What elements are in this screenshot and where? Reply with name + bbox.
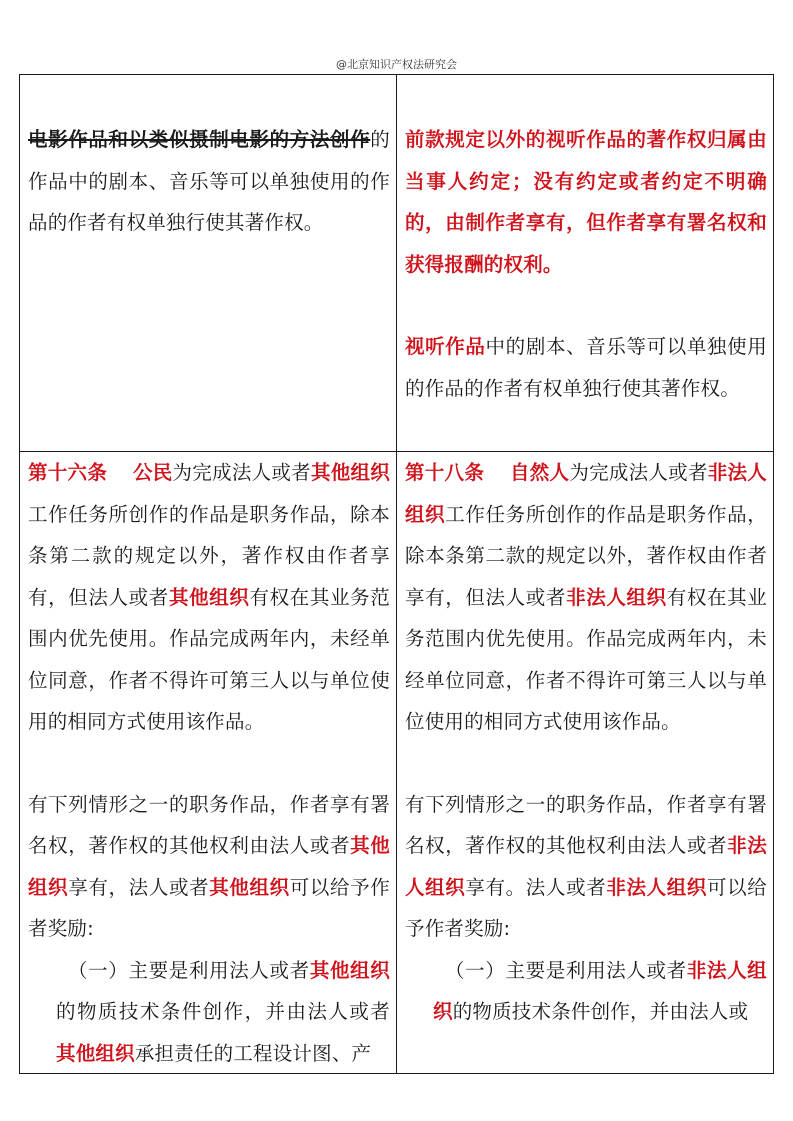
paragraph-text: 的作品中的剧本、音乐等可以单独使用的作品的作者有权单独行使其著作权。 — [28, 128, 390, 234]
old-law-cell — [20, 75, 397, 451]
article-16-paragraph-2 — [28, 784, 390, 950]
paragraph-text: 享有，法人或者 — [68, 875, 210, 899]
paragraph-text: 可以给予作者奖励: — [28, 875, 390, 940]
paragraph-text: （一）主要是利用法人或者 — [68, 958, 310, 982]
amended-text: 视听作品 — [405, 335, 486, 358]
article-number: 第十六条 — [28, 461, 108, 484]
new-law-paragraph — [405, 119, 767, 285]
amended-text: 非法人组织 — [405, 834, 767, 899]
list-item-1 — [405, 950, 767, 1033]
amended-text: 织 — [433, 1000, 453, 1023]
paragraph-text: 承担责任的工程设计图、产 — [134, 1041, 372, 1065]
paragraph-text: 为完成法人或者 — [569, 461, 708, 484]
amended-text: 公民 — [132, 461, 173, 484]
table-row — [20, 452, 773, 1073]
paragraph-text: 为完成法人或者 — [172, 461, 311, 484]
amended-text: 非法人组织 — [566, 585, 667, 609]
paragraph-text: 中的剧本、音乐等可以单独使用的作品的作者有权单独行使其著作权。 — [405, 335, 767, 400]
paragraph-text: 有权在其业务范围内优先使用。作品完成两年内，未经单位同意，作者不得许可第三人以与单位使用的相同方式使用该作品。 — [405, 585, 767, 733]
article-number: 第十八条 — [405, 461, 485, 484]
paragraph-text: 的物质技术条件创作，并由法人或者 — [56, 1000, 390, 1023]
old-law-cell — [20, 452, 397, 1073]
article-16-paragraph — [28, 452, 390, 743]
amended-text: 其他组织 — [310, 461, 390, 484]
paragraph-text: （一）主要是利用法人或者 — [445, 958, 687, 982]
amended-text: 其他组织 — [28, 834, 390, 899]
watermark-source: @北京知识产权法研究会 — [336, 58, 457, 71]
amended-text: 前款规定以外的视听作品的著作权归属由当事人约定；没有约定或者约定不明确的，由制作者享有，但作者享有署名权和获得报酬的权利。 — [405, 128, 767, 276]
paragraph-text: 可以给予作者奖励: — [405, 875, 767, 940]
amended-text: 其他组织 — [209, 875, 290, 899]
paragraph-text: 工作任务所创作的作品是职务作品，除本条第二款的规定以外，著作权由作者享有，但法人或者 — [28, 502, 390, 609]
amended-text: 非法人组织 — [405, 461, 767, 526]
article-18-paragraph — [405, 452, 767, 743]
amended-text: 其他组织 — [56, 1041, 135, 1065]
paragraph-text: 有下列情形之一的职务作品，作者享有署名权，著作权的其他权利由法人或者 — [405, 792, 767, 857]
amended-text: 其他组织 — [168, 585, 250, 609]
paragraph-text: 有权在其业务范围内优先使用。作品完成两年内，未经单位同意，作者不得许可第三人以与单位使用的相同方式使用该作品。 — [28, 585, 390, 733]
paragraph-text: 享有。法人或者 — [465, 875, 607, 899]
comparison-table — [19, 74, 774, 1074]
article-18-paragraph-2 — [405, 784, 767, 950]
paragraph-text: 的物质技术条件创作，并由法人或 — [452, 1000, 749, 1023]
deleted-text: 电影作品和以类似摄制电影的方法创作 — [28, 128, 371, 151]
list-item-1 — [28, 950, 390, 1074]
table-row — [20, 75, 773, 452]
new-law-paragraph — [405, 326, 767, 409]
amended-text: 其他组织 — [309, 958, 390, 982]
amended-text: 非法人组织 — [606, 875, 708, 899]
amended-text: 自然人 — [509, 461, 570, 484]
amended-text: 非法人组 — [686, 958, 767, 982]
paragraph-text: 有下列情形之一的职务作品，作者享有署名权，著作权的其他权利由法人或者 — [28, 792, 390, 857]
new-law-cell — [397, 75, 773, 451]
new-law-cell — [397, 452, 773, 1073]
paragraph-text: 工作任务所创作的作品是职务作品，除本条第二款的规定以外，著作权由作者享有，但法人或者 — [405, 502, 768, 609]
old-law-paragraph — [28, 119, 390, 244]
